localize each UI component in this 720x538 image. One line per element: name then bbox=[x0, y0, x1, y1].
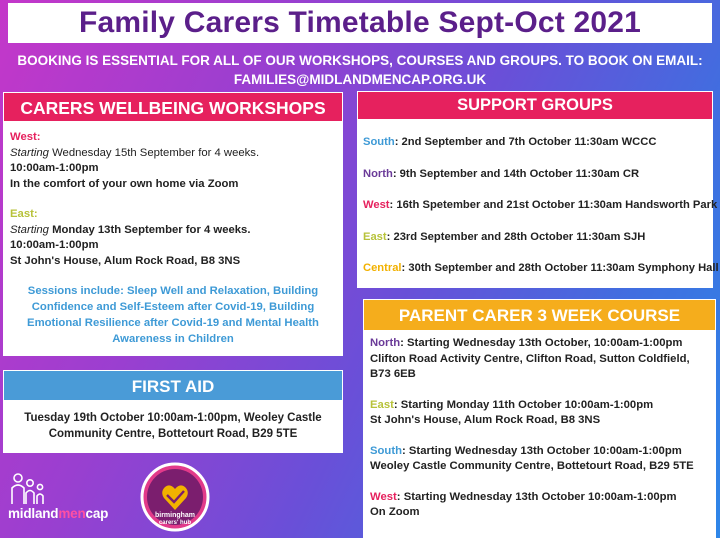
east-starting: Starting bbox=[10, 223, 49, 236]
support-groups-heading: SUPPORT GROUPS bbox=[357, 91, 713, 120]
page-title: Family Carers Timetable Sept-Oct 2021 bbox=[78, 6, 642, 39]
support-groups-panel bbox=[357, 120, 719, 288]
first-aid-panel bbox=[3, 401, 343, 453]
course-text: : Starting Wednesday 13th October, 10:00am-1:00pm bbox=[400, 337, 683, 349]
course-detail: Weoley Castle Community Centre, Bottetourt Road, B29 5TE bbox=[370, 460, 694, 472]
family-icon bbox=[8, 472, 48, 506]
east-label: East: bbox=[10, 208, 38, 220]
carers-hub-badge bbox=[140, 462, 210, 532]
course-text: : Starting Monday 11th October 10:00am-1:00pm bbox=[393, 398, 654, 411]
east-date: Monday 13th September for 4 weeks. bbox=[48, 223, 251, 236]
course-entry bbox=[370, 444, 709, 475]
booking-line: BOOKING IS ESSENTIAL FOR ALL OF OUR WORKSHOPS, COURSES AND GROUPS. TO BOOK ON EMAIL: bbox=[17, 53, 703, 68]
course-line bbox=[370, 336, 709, 352]
east-date-line bbox=[10, 223, 336, 239]
midland-mencap-wordmark: midlandmencap bbox=[8, 506, 109, 521]
support-group-text: : 30th September and 28th October 11:30am Symphony Hall bbox=[401, 262, 719, 274]
west-starting: Starting bbox=[10, 146, 49, 159]
parent-course-panel bbox=[363, 331, 716, 538]
support-group-text: : 2nd September and 7th October 11:30am WCCC bbox=[394, 136, 657, 148]
support-group-item bbox=[363, 136, 707, 168]
booking-email[interactable]: FAMILIES@MIDLANDMENCAP.ORG.UK bbox=[233, 72, 487, 87]
region-label: East bbox=[363, 230, 387, 243]
region-label: North bbox=[370, 337, 401, 349]
title-bar bbox=[8, 3, 712, 43]
booking-notice bbox=[0, 51, 720, 89]
course-line bbox=[370, 490, 709, 506]
sessions-text: Sessions include: Sleep Well and Relaxation, Building Confidence and Self-Esteem after Covid-19, Building Emotional Resilience after Covid-19 and Mental Health Awareness in Children bbox=[27, 285, 319, 345]
course-text: : Starting Wednesday 13th October 10:00am-1:00pm bbox=[396, 490, 677, 503]
first-aid-text: Tuesday 19th October 10:00am-1:00pm, Weoley Castle Community Centre, Bottetourt Road, B29 5TE bbox=[24, 412, 322, 440]
west-date: Wednesday 15th September for 4 weeks. bbox=[48, 146, 260, 159]
course-detail: Clifton Road Activity Centre, Clifton Road, Sutton Coldfield, B73 6EB bbox=[370, 352, 690, 380]
course-entry bbox=[370, 336, 709, 383]
west-label: West: bbox=[10, 131, 41, 143]
support-group-item bbox=[363, 262, 719, 294]
course-entry bbox=[370, 490, 709, 521]
support-group-item bbox=[363, 199, 718, 231]
parent-course-heading: PARENT CARER 3 WEEK COURSE bbox=[363, 299, 716, 331]
region-label: East bbox=[370, 398, 394, 411]
support-group-item bbox=[363, 168, 707, 200]
workshops-heading: CARERS WELLBEING WORKSHOPS bbox=[3, 92, 343, 122]
workshops-panel bbox=[3, 122, 343, 356]
west-date-line bbox=[10, 146, 336, 162]
support-group-text: : 16th Spetember and 21st October 11:30am Handsworth Park bbox=[389, 199, 718, 211]
region-label: West bbox=[370, 490, 397, 503]
region-label: South bbox=[363, 136, 395, 148]
course-detail: On Zoom bbox=[370, 506, 420, 518]
course-line bbox=[370, 398, 709, 414]
course-line bbox=[370, 444, 709, 460]
region-label: South bbox=[370, 444, 402, 457]
west-time: 10:00am-1:00pm bbox=[10, 162, 99, 174]
svg-text:carers' hub: carers' hub bbox=[158, 520, 192, 526]
region-label: North bbox=[363, 167, 393, 180]
east-time: 10:00am-1:00pm bbox=[10, 239, 99, 251]
course-detail: St John's House, Alum Rock Road, B8 3NS bbox=[370, 414, 601, 426]
course-entry bbox=[370, 398, 709, 429]
east-location: St John's House, Alum Rock Road, B8 3NS bbox=[10, 254, 241, 267]
west-location: In the comfort of your own home via Zoom bbox=[10, 177, 239, 190]
first-aid-heading: FIRST AID bbox=[3, 370, 343, 401]
svg-text:birmingham: birmingham bbox=[154, 512, 196, 519]
region-label: West bbox=[363, 199, 390, 211]
birmingham-carers-hub-logo bbox=[140, 462, 210, 532]
support-group-text: : 23rd September and 28th October 11:30am SJH bbox=[386, 230, 646, 243]
support-group-text: : 9th September and 14th October 11:30am CR bbox=[392, 167, 640, 180]
midland-mencap-logo bbox=[8, 472, 126, 528]
support-group-item bbox=[363, 231, 707, 263]
region-label: Central bbox=[363, 262, 402, 274]
course-text: : Starting Wednesday 13th October 10:00am-1:00pm bbox=[402, 444, 682, 457]
